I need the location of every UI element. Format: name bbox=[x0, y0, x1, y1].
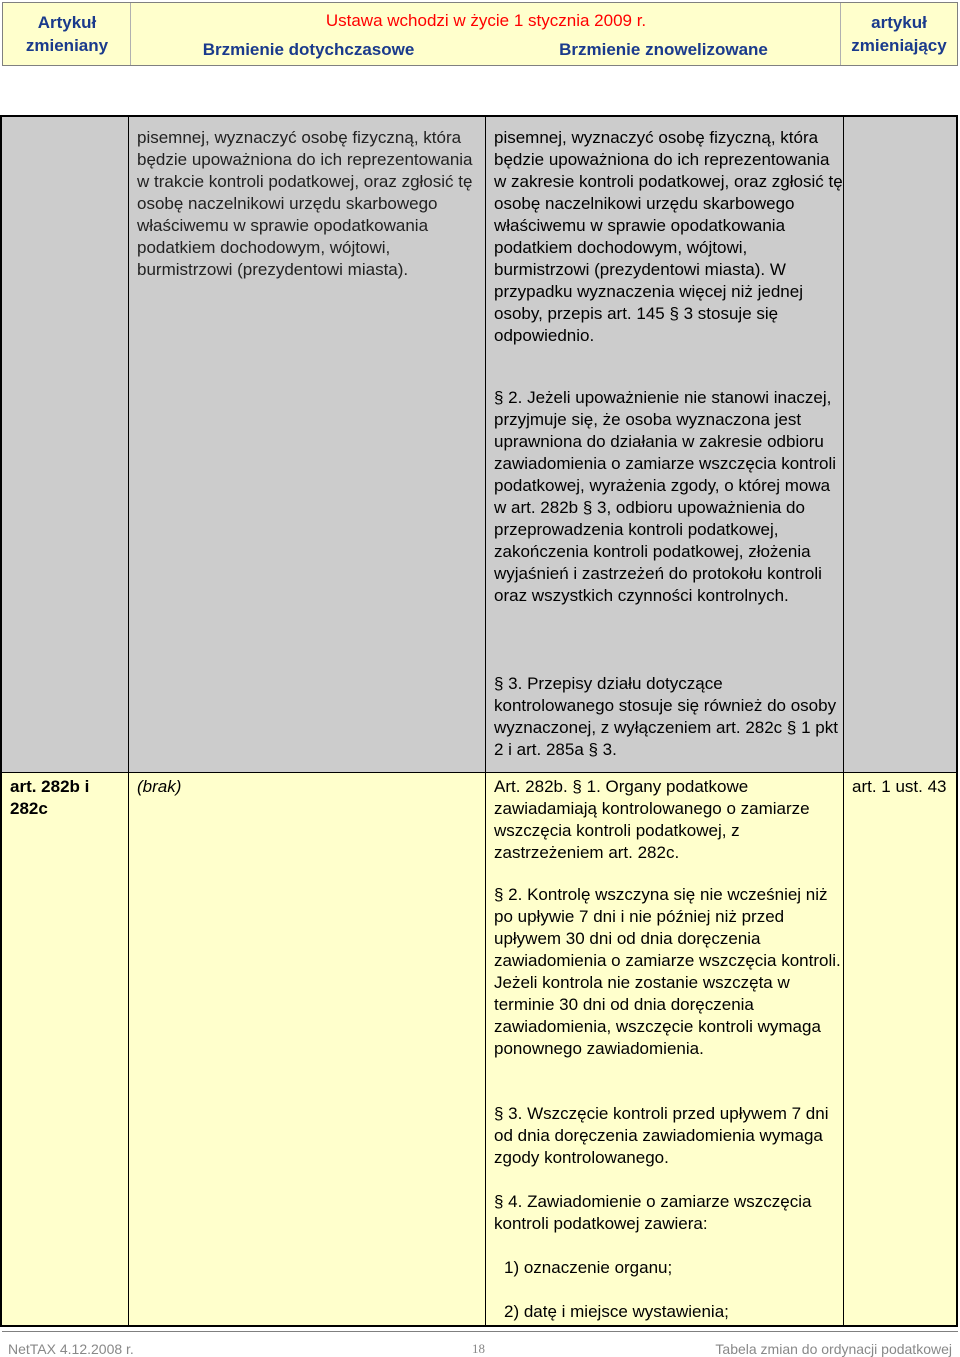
column-divider bbox=[128, 117, 129, 1325]
footer-title: Tabela zmian do ordynacji podatkowej bbox=[715, 1341, 952, 1357]
header-col-changing bbox=[841, 3, 957, 65]
header-old-version: Brzmienie dotychczasowe bbox=[202, 40, 415, 59]
header-col-changing-label: artykuł zmieniający bbox=[851, 13, 947, 55]
comparison-table bbox=[0, 115, 958, 1327]
new-text-row2-p4: § 4. Zawiadomienie o zamiarze wszczęcia kontroli podatkowej zawiera: bbox=[494, 1192, 812, 1233]
effective-date-note: Ustawa wchodzi w życie 1 stycznia 2009 r. bbox=[325, 11, 647, 30]
new-text-row2-p1: Art. 282b. § 1. Organy podatkowe zawiadamiają kontrolowanego o zamiarze wszczęcia kontroli podatkowej, z zastrzeżeniem art. 282c. bbox=[494, 777, 810, 862]
page-footer bbox=[2, 1331, 958, 1356]
new-text-row1-p2: § 2. Jeżeli upoważnienie nie stanowi inaczej, przyjmuje się, że osoba wyznaczona jest uprawniona do działania w zakresie odbioru zawiadomienia o zamiarze wszczęcia kontroli podatkowej, wyrażenia zgody, o której mowa w art. 282b § 3, odbioru upoważnienia do przeprowadzenia kontroli podatkowej, zakończenia kontroli podatkowej, złożenia wyjaśnień i zastrzeżeń do protokołu kontroli oraz wszystkich czynności kontrolnych. bbox=[494, 388, 837, 605]
new-text-row2-p6: 2) datę i miejsce wystawienia; bbox=[504, 1302, 729, 1321]
old-text-row2: (brak) bbox=[137, 777, 182, 796]
header-versions bbox=[131, 3, 841, 65]
new-text-row2-p2: § 2. Kontrolę wszczyna się nie wcześniej niż po upływie 7 dni i nie później niż przed upływem 30 dni od dnia doręczenia zawiadomienia o zamiarze wszczęcia kontroli. Jeżeli kontrola nie zostanie wszczęta w terminie 30 dni od dnia doręczenia zawiadomienia, wszczęcie kontroli wymaga ponownego zawiadomienia. bbox=[494, 885, 841, 1058]
new-text-row1-p1: pisemnej, wyznaczyć osobę fizyczną, która będzie upoważniona do ich reprezentowania w zakresie kontroli podatkowej, oraz zgłosić tę osobę naczelnikowi urzędu skarbowego właściwemu w sprawie opodatkowania podatkiem dochodowym, wójtowi, burmistrzowi (prezydentowi miasta). W przypadku wyznaczenia więcej niż jednej osoby, przepis art. 145 § 3 stosuje się odpowiednio. bbox=[494, 128, 843, 345]
header-col-changed-label: Artykuł zmieniany bbox=[25, 13, 109, 55]
new-text-row2-p3: § 3. Wszczęcie kontroli przed upływem 7 dni od dnia doręczenia zawiadomienia wymaga zgody kontrolowanego. bbox=[494, 1104, 829, 1167]
new-text-row1-p3: § 3. Przepisy działu dotyczące kontrolowanego stosuje się również do osoby wyznaczonej, z wyłączeniem art. 282c § 1 pkt 2 i art. 285a § 3. bbox=[494, 674, 838, 759]
changed-article-row2: art. 282b i 282c bbox=[10, 777, 90, 818]
header-col-changed bbox=[3, 3, 131, 65]
footer-date: NetTAX 4.12.2008 r. bbox=[8, 1341, 134, 1357]
footer-page-number: 18 bbox=[472, 1341, 485, 1356]
header-new-version: Brzmienie znowelizowane bbox=[559, 40, 768, 59]
row-divider bbox=[2, 772, 956, 773]
column-divider bbox=[485, 117, 486, 1325]
old-text-row1: pisemnej, wyznaczyć osobę fizyczną, która będzie upoważniona do ich reprezentowania w trakcie kontroli podatkowej, oraz zgłosić tę osobę naczelnikowi urzędu skarbowego właściwemu w sprawie opodatkowania podatkiem dochodowym, wójtowi, burmistrzowi (prezydentowi miasta). bbox=[137, 128, 473, 279]
table-header bbox=[2, 2, 958, 66]
new-text-row2-p5: 1) oznaczenie organu; bbox=[504, 1258, 673, 1277]
changing-article-row2: art. 1 ust. 43 bbox=[852, 777, 947, 796]
